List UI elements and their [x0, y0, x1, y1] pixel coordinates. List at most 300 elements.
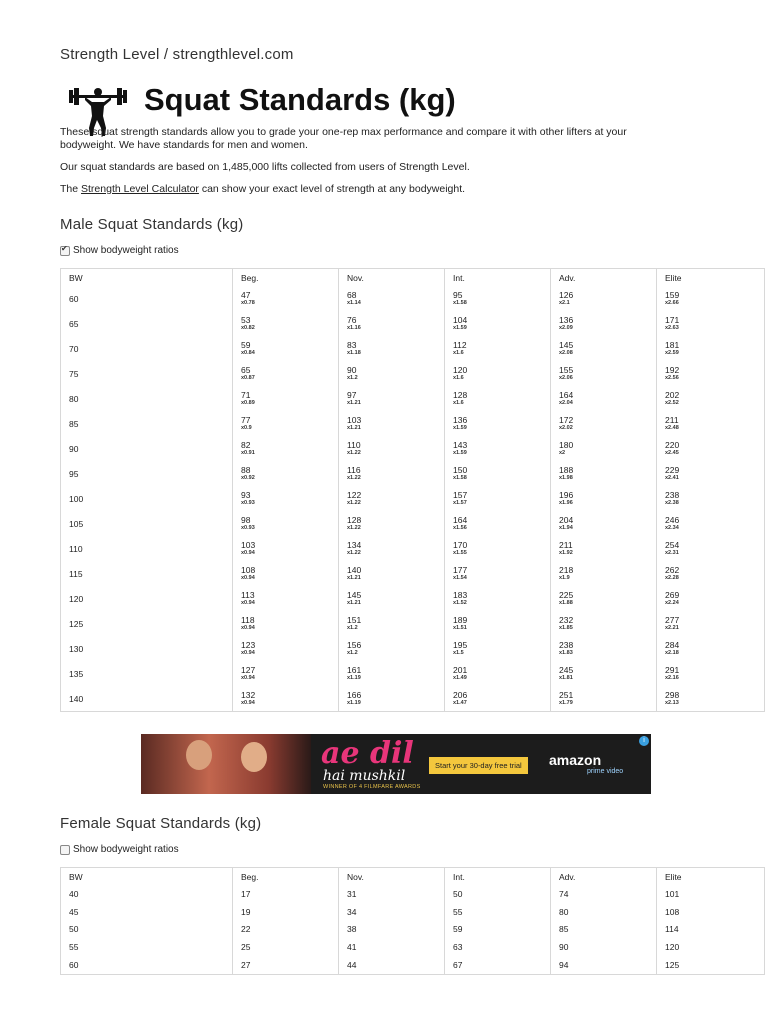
kg-value: 95 — [453, 289, 463, 300]
kg-value: 291 — [665, 664, 680, 675]
intro-text-after: can show your exact level of strength at any bodyweight. — [198, 183, 466, 195]
kg-value: 254 — [665, 539, 680, 550]
standard-cell — [233, 636, 339, 661]
standard-cell — [339, 536, 445, 561]
advertisement-banner[interactable] — [141, 734, 651, 794]
kg-value: 71 — [241, 389, 251, 400]
standard-cell — [445, 686, 551, 712]
standard-cell — [233, 286, 339, 311]
standard-cell — [657, 411, 765, 436]
ad-logo-line2: hai mushkil — [323, 768, 406, 784]
bodyweight-ratio: x0.94 — [241, 649, 255, 656]
bodyweight-ratio: x2.16 — [665, 674, 679, 681]
kg-value: 145 — [559, 339, 574, 350]
kg-value: 128 — [453, 389, 468, 400]
kg-value: 232 — [559, 614, 574, 625]
standard-cell — [551, 461, 657, 486]
bodyweight-ratio: x1.22 — [347, 449, 361, 456]
standard-cell — [551, 286, 657, 311]
bodyweight-ratio: x1.52 — [453, 599, 467, 606]
kg-value: 164 — [559, 389, 574, 400]
bodyweight-ratio: x2.48 — [665, 424, 679, 431]
column-header: Int. — [445, 269, 551, 287]
standard-cell: 63 — [445, 938, 551, 956]
standard-cell — [551, 436, 657, 461]
standard-cell — [657, 436, 765, 461]
table-row — [61, 486, 765, 511]
bodyweight-ratio: x1.19 — [347, 674, 361, 681]
bw-cell: 95 — [61, 461, 233, 486]
kg-value: 136 — [453, 414, 468, 425]
column-header: Elite — [657, 269, 765, 287]
bodyweight-ratio: x1.16 — [347, 324, 361, 331]
standard-cell — [339, 436, 445, 461]
table-row — [61, 921, 765, 939]
standard-cell: 85 — [551, 921, 657, 939]
table-row — [61, 938, 765, 956]
standard-cell: 120 — [657, 938, 765, 956]
bodyweight-ratio: x1.96 — [559, 499, 573, 506]
standard-cell — [657, 286, 765, 311]
column-header: Beg. — [233, 269, 339, 287]
standard-cell — [339, 586, 445, 611]
standard-cell — [551, 661, 657, 686]
table-row — [61, 286, 765, 311]
bodyweight-ratio: x2.34 — [665, 524, 679, 531]
bodyweight-ratio: x1.94 — [559, 524, 573, 531]
standard-cell — [233, 361, 339, 386]
standard-cell — [339, 286, 445, 311]
bodyweight-ratio: x2.18 — [665, 649, 679, 656]
bodyweight-ratio: x2.24 — [665, 599, 679, 606]
bw-cell: 130 — [61, 636, 233, 661]
standard-cell — [551, 511, 657, 536]
standard-cell — [657, 586, 765, 611]
table-row — [61, 461, 765, 486]
bodyweight-ratio: x1.2 — [347, 649, 358, 656]
kg-value: 110 — [347, 439, 361, 450]
male-ratio-label: Show bodyweight ratios — [73, 245, 179, 256]
standard-cell: 108 — [657, 903, 765, 921]
standard-cell — [233, 686, 339, 712]
kg-value: 68 — [347, 289, 357, 300]
page-title: Squat Standards (kg) — [144, 82, 456, 117]
standard-cell — [445, 661, 551, 686]
bw-cell: 140 — [61, 686, 233, 712]
table-row — [61, 386, 765, 411]
standard-cell: 25 — [233, 938, 339, 956]
kg-value: 104 — [453, 314, 468, 325]
bodyweight-ratio: x2 — [559, 449, 566, 456]
bw-cell: 55 — [61, 938, 233, 956]
intro-text-before: The — [60, 183, 82, 195]
bw-cell: 100 — [61, 486, 233, 511]
standard-cell: 50 — [445, 885, 551, 903]
standard-cell — [657, 636, 765, 661]
kg-value: 83 — [347, 339, 357, 350]
kg-value: 180 — [559, 439, 574, 450]
female-ratio-checkbox[interactable] — [60, 845, 70, 855]
female-standards-table — [60, 867, 765, 975]
bw-cell: 60 — [61, 956, 233, 974]
table-row — [61, 611, 765, 636]
standard-cell — [445, 311, 551, 336]
kg-value: 82 — [241, 439, 251, 450]
bodyweight-ratio: x1.6 — [453, 374, 464, 381]
bw-cell: 135 — [61, 661, 233, 686]
standard-cell: 41 — [339, 938, 445, 956]
bw-cell: 50 — [61, 921, 233, 939]
table-row — [61, 511, 765, 536]
bodyweight-ratio: x2.45 — [665, 449, 679, 456]
ad-cta-button[interactable]: Start your 30-day free trial — [429, 757, 528, 774]
column-header: Int. — [445, 868, 551, 886]
column-header: BW — [61, 269, 233, 287]
standard-cell — [657, 561, 765, 586]
kg-value: 262 — [665, 564, 680, 575]
table-row — [61, 686, 765, 712]
standard-cell — [445, 361, 551, 386]
bodyweight-ratio: x1.83 — [559, 649, 573, 656]
standard-cell — [657, 311, 765, 336]
bodyweight-ratio: x2.28 — [665, 574, 679, 581]
standard-cell — [339, 336, 445, 361]
kg-value: 103 — [241, 539, 256, 550]
bodyweight-ratio: x2.02 — [559, 424, 573, 431]
kg-value: 245 — [559, 664, 574, 675]
standard-cell — [233, 661, 339, 686]
standard-cell — [551, 536, 657, 561]
column-header: Adv. — [551, 269, 657, 287]
kg-value: 122 — [347, 489, 362, 500]
standard-cell: 17 — [233, 885, 339, 903]
bodyweight-ratio: x2.52 — [665, 399, 679, 406]
bodyweight-ratio: x1.21 — [347, 599, 361, 606]
bw-cell: 120 — [61, 586, 233, 611]
standard-cell — [233, 436, 339, 461]
bodyweight-ratio: x1.88 — [559, 599, 573, 606]
kg-value: 134 — [347, 539, 362, 550]
kg-value: 225 — [559, 589, 574, 600]
standard-cell — [339, 636, 445, 661]
kg-value: 284 — [665, 639, 680, 650]
intro-paragraph-1: These squat strength standards allow you to grade your one-rep max performance and compare it with other lifters at your bodyweight. We have standards for men and women. — [60, 126, 627, 151]
bodyweight-ratio: x2.21 — [665, 624, 679, 631]
kg-value: 170 — [453, 539, 468, 550]
kg-value: 211 — [665, 414, 679, 425]
bodyweight-ratio: x1.6 — [453, 349, 464, 356]
male-ratio-toggle[interactable] — [60, 245, 179, 256]
table-row — [61, 956, 765, 974]
bodyweight-ratio: x2.41 — [665, 474, 679, 481]
kg-value: 171 — [665, 314, 680, 325]
bodyweight-ratio: x1.98 — [559, 474, 573, 481]
kg-value: 177 — [453, 564, 468, 575]
standard-cell — [445, 436, 551, 461]
standard-cell — [657, 536, 765, 561]
bw-cell: 125 — [61, 611, 233, 636]
bodyweight-ratio: x1.21 — [347, 574, 361, 581]
bw-cell: 110 — [61, 536, 233, 561]
standard-cell — [445, 386, 551, 411]
bw-cell: 90 — [61, 436, 233, 461]
kg-value: 116 — [347, 464, 361, 475]
standard-cell — [339, 486, 445, 511]
table-row — [61, 411, 765, 436]
kg-value: 123 — [241, 639, 256, 650]
kg-value: 183 — [453, 589, 468, 600]
kg-value: 211 — [559, 539, 573, 550]
standard-cell — [339, 611, 445, 636]
bodyweight-ratio: x0.93 — [241, 499, 255, 506]
table-row — [61, 885, 765, 903]
kg-value: 128 — [347, 514, 362, 525]
bodyweight-ratio: x1.22 — [347, 499, 361, 506]
bodyweight-ratio: x1.2 — [347, 624, 358, 631]
standard-cell — [551, 361, 657, 386]
standard-cell — [339, 311, 445, 336]
standard-cell — [339, 661, 445, 686]
bodyweight-ratio: x2.31 — [665, 549, 679, 556]
bodyweight-ratio: x1.55 — [453, 549, 467, 556]
standard-cell: 80 — [551, 903, 657, 921]
standard-cell: 125 — [657, 956, 765, 974]
table-row — [61, 536, 765, 561]
standard-cell — [657, 661, 765, 686]
kg-value: 196 — [559, 489, 574, 500]
ad-logo-line1: ae dil — [321, 736, 414, 771]
kg-value: 251 — [559, 689, 574, 700]
kg-value: 206 — [453, 689, 468, 700]
standard-cell — [657, 386, 765, 411]
standard-cell: 38 — [339, 921, 445, 939]
kg-value: 238 — [559, 639, 574, 650]
standard-cell — [551, 561, 657, 586]
standard-cell: 114 — [657, 921, 765, 939]
male-header-row — [61, 269, 765, 287]
kg-value: 229 — [665, 464, 680, 475]
ad-photo — [141, 734, 311, 794]
standard-cell — [233, 311, 339, 336]
standard-cell: 27 — [233, 956, 339, 974]
standard-cell — [233, 461, 339, 486]
bw-cell: 80 — [61, 386, 233, 411]
bodyweight-ratio: x0.94 — [241, 549, 255, 556]
standard-cell: 67 — [445, 956, 551, 974]
bodyweight-ratio: x1.54 — [453, 574, 467, 581]
male-ratio-checkbox[interactable] — [60, 246, 70, 256]
standard-cell — [551, 336, 657, 361]
kg-value: 220 — [665, 439, 680, 450]
standard-cell — [233, 411, 339, 436]
female-table-body — [61, 885, 765, 974]
standard-cell — [339, 461, 445, 486]
standard-cell — [657, 686, 765, 712]
ad-person-2 — [241, 742, 267, 772]
bodyweight-ratio: x0.93 — [241, 524, 255, 531]
ad-person-1 — [186, 740, 212, 770]
bodyweight-ratio: x2.56 — [665, 374, 679, 381]
bodyweight-ratio: x1.22 — [347, 524, 361, 531]
standard-cell: 34 — [339, 903, 445, 921]
kg-value: 88 — [241, 464, 251, 475]
column-header: Nov. — [339, 868, 445, 886]
bodyweight-ratio: x1.59 — [453, 449, 467, 456]
standard-cell — [339, 561, 445, 586]
standard-cell — [339, 511, 445, 536]
standard-cell: 59 — [445, 921, 551, 939]
kg-value: 246 — [665, 514, 680, 525]
table-row — [61, 436, 765, 461]
standard-cell — [657, 336, 765, 361]
standard-cell — [445, 411, 551, 436]
kg-value: 97 — [347, 389, 357, 400]
kg-value: 90 — [347, 364, 357, 375]
table-row — [61, 311, 765, 336]
bodyweight-ratio: x1.18 — [347, 349, 361, 356]
standard-cell — [657, 511, 765, 536]
standard-cell: 74 — [551, 885, 657, 903]
intro-paragraph-2: Our squat standards are based on 1,485,000 lifts collected from users of Strength Level. — [60, 161, 470, 173]
kg-value: 277 — [665, 614, 680, 625]
table-row — [61, 661, 765, 686]
standard-cell — [233, 536, 339, 561]
bodyweight-ratio: x0.82 — [241, 324, 255, 331]
bodyweight-ratio: x1.19 — [347, 699, 361, 706]
standard-cell — [551, 386, 657, 411]
bodyweight-ratio: x1.51 — [453, 624, 467, 631]
kg-value: 172 — [559, 414, 574, 425]
kg-value: 136 — [559, 314, 574, 325]
standard-cell: 94 — [551, 956, 657, 974]
site-name[interactable]: Strength Level / strengthlevel.com — [60, 46, 294, 63]
bodyweight-ratio: x0.94 — [241, 574, 255, 581]
bodyweight-ratio: x2.06 — [559, 374, 573, 381]
intro-paragraph-3 — [60, 183, 680, 196]
bodyweight-ratio: x1.22 — [347, 549, 361, 556]
bodyweight-ratio: x0.89 — [241, 399, 255, 406]
kg-value: 156 — [347, 639, 362, 650]
male-standards-table — [60, 268, 765, 712]
bodyweight-ratio: x0.94 — [241, 699, 255, 706]
bodyweight-ratio: x1.81 — [559, 674, 573, 681]
kg-value: 47 — [241, 289, 251, 300]
bodyweight-ratio: x1.9 — [559, 574, 570, 581]
calculator-link[interactable]: Strength Level Calculator — [81, 183, 199, 195]
bodyweight-ratio: x2.66 — [665, 299, 679, 306]
bodyweight-ratio: x2.1 — [559, 299, 570, 306]
kg-value: 189 — [453, 614, 468, 625]
standard-cell — [445, 461, 551, 486]
kg-value: 140 — [347, 564, 362, 575]
bw-cell: 85 — [61, 411, 233, 436]
standard-cell — [551, 611, 657, 636]
bodyweight-ratio: x0.94 — [241, 624, 255, 631]
standard-cell — [551, 411, 657, 436]
bodyweight-ratio: x1.57 — [453, 499, 467, 506]
bodyweight-ratio: x2.63 — [665, 324, 679, 331]
male-table-body — [61, 286, 765, 712]
kg-value: 181 — [665, 339, 680, 350]
kg-value: 218 — [559, 564, 574, 575]
standard-cell — [233, 586, 339, 611]
standard-cell — [339, 686, 445, 712]
female-header-row — [61, 868, 765, 886]
bodyweight-ratio: x2.59 — [665, 349, 679, 356]
bodyweight-ratio: x1.22 — [347, 474, 361, 481]
table-row — [61, 636, 765, 661]
bodyweight-ratio: x1.56 — [453, 524, 467, 531]
column-header: Adv. — [551, 868, 657, 886]
bodyweight-ratio: x1.85 — [559, 624, 573, 631]
kg-value: 159 — [665, 289, 680, 300]
table-row — [61, 336, 765, 361]
bw-cell: 105 — [61, 511, 233, 536]
table-row — [61, 903, 765, 921]
bodyweight-ratio: x0.78 — [241, 299, 255, 306]
standard-cell — [233, 386, 339, 411]
kg-value: 76 — [347, 314, 357, 325]
bodyweight-ratio: x1.2 — [347, 374, 358, 381]
standard-cell: 22 — [233, 921, 339, 939]
ad-brand-logo: amazon — [549, 752, 602, 768]
kg-value: 298 — [665, 689, 680, 700]
standard-cell — [657, 611, 765, 636]
bw-cell: 40 — [61, 885, 233, 903]
table-row — [61, 561, 765, 586]
standard-cell — [657, 486, 765, 511]
standard-cell: 90 — [551, 938, 657, 956]
kg-value: 126 — [559, 289, 574, 300]
kg-value: 132 — [241, 689, 256, 700]
column-header: Elite — [657, 868, 765, 886]
kg-value: 150 — [453, 464, 468, 475]
standard-cell — [657, 461, 765, 486]
standard-cell — [445, 286, 551, 311]
standard-cell: 44 — [339, 956, 445, 974]
kg-value: 59 — [241, 339, 251, 350]
kg-value: 145 — [347, 589, 362, 600]
bodyweight-ratio: x2.08 — [559, 349, 573, 356]
female-ratio-label: Show bodyweight ratios — [73, 844, 179, 855]
kg-value: 103 — [347, 414, 362, 425]
kg-value: 65 — [241, 364, 251, 375]
standard-cell — [551, 311, 657, 336]
kg-value: 166 — [347, 689, 362, 700]
bodyweight-ratio: x1.59 — [453, 324, 467, 331]
bodyweight-ratio: x0.9 — [241, 424, 252, 431]
bw-cell: 75 — [61, 361, 233, 386]
kg-value: 195 — [453, 639, 468, 650]
bodyweight-ratio: x0.94 — [241, 674, 255, 681]
standard-cell — [233, 486, 339, 511]
kg-value: 77 — [241, 414, 251, 425]
adchoices-icon[interactable]: i — [639, 736, 649, 746]
female-ratio-toggle[interactable] — [60, 844, 179, 855]
male-section-title: Male Squat Standards (kg) — [60, 216, 244, 233]
bw-cell: 60 — [61, 286, 233, 311]
bodyweight-ratio: x2.38 — [665, 499, 679, 506]
kg-value: 157 — [453, 489, 468, 500]
kg-value: 201 — [453, 664, 468, 675]
standard-cell — [445, 561, 551, 586]
standard-cell — [445, 586, 551, 611]
standard-cell — [339, 386, 445, 411]
standard-cell — [233, 336, 339, 361]
standard-cell — [445, 536, 551, 561]
bw-cell: 45 — [61, 903, 233, 921]
kg-value: 98 — [241, 514, 251, 525]
